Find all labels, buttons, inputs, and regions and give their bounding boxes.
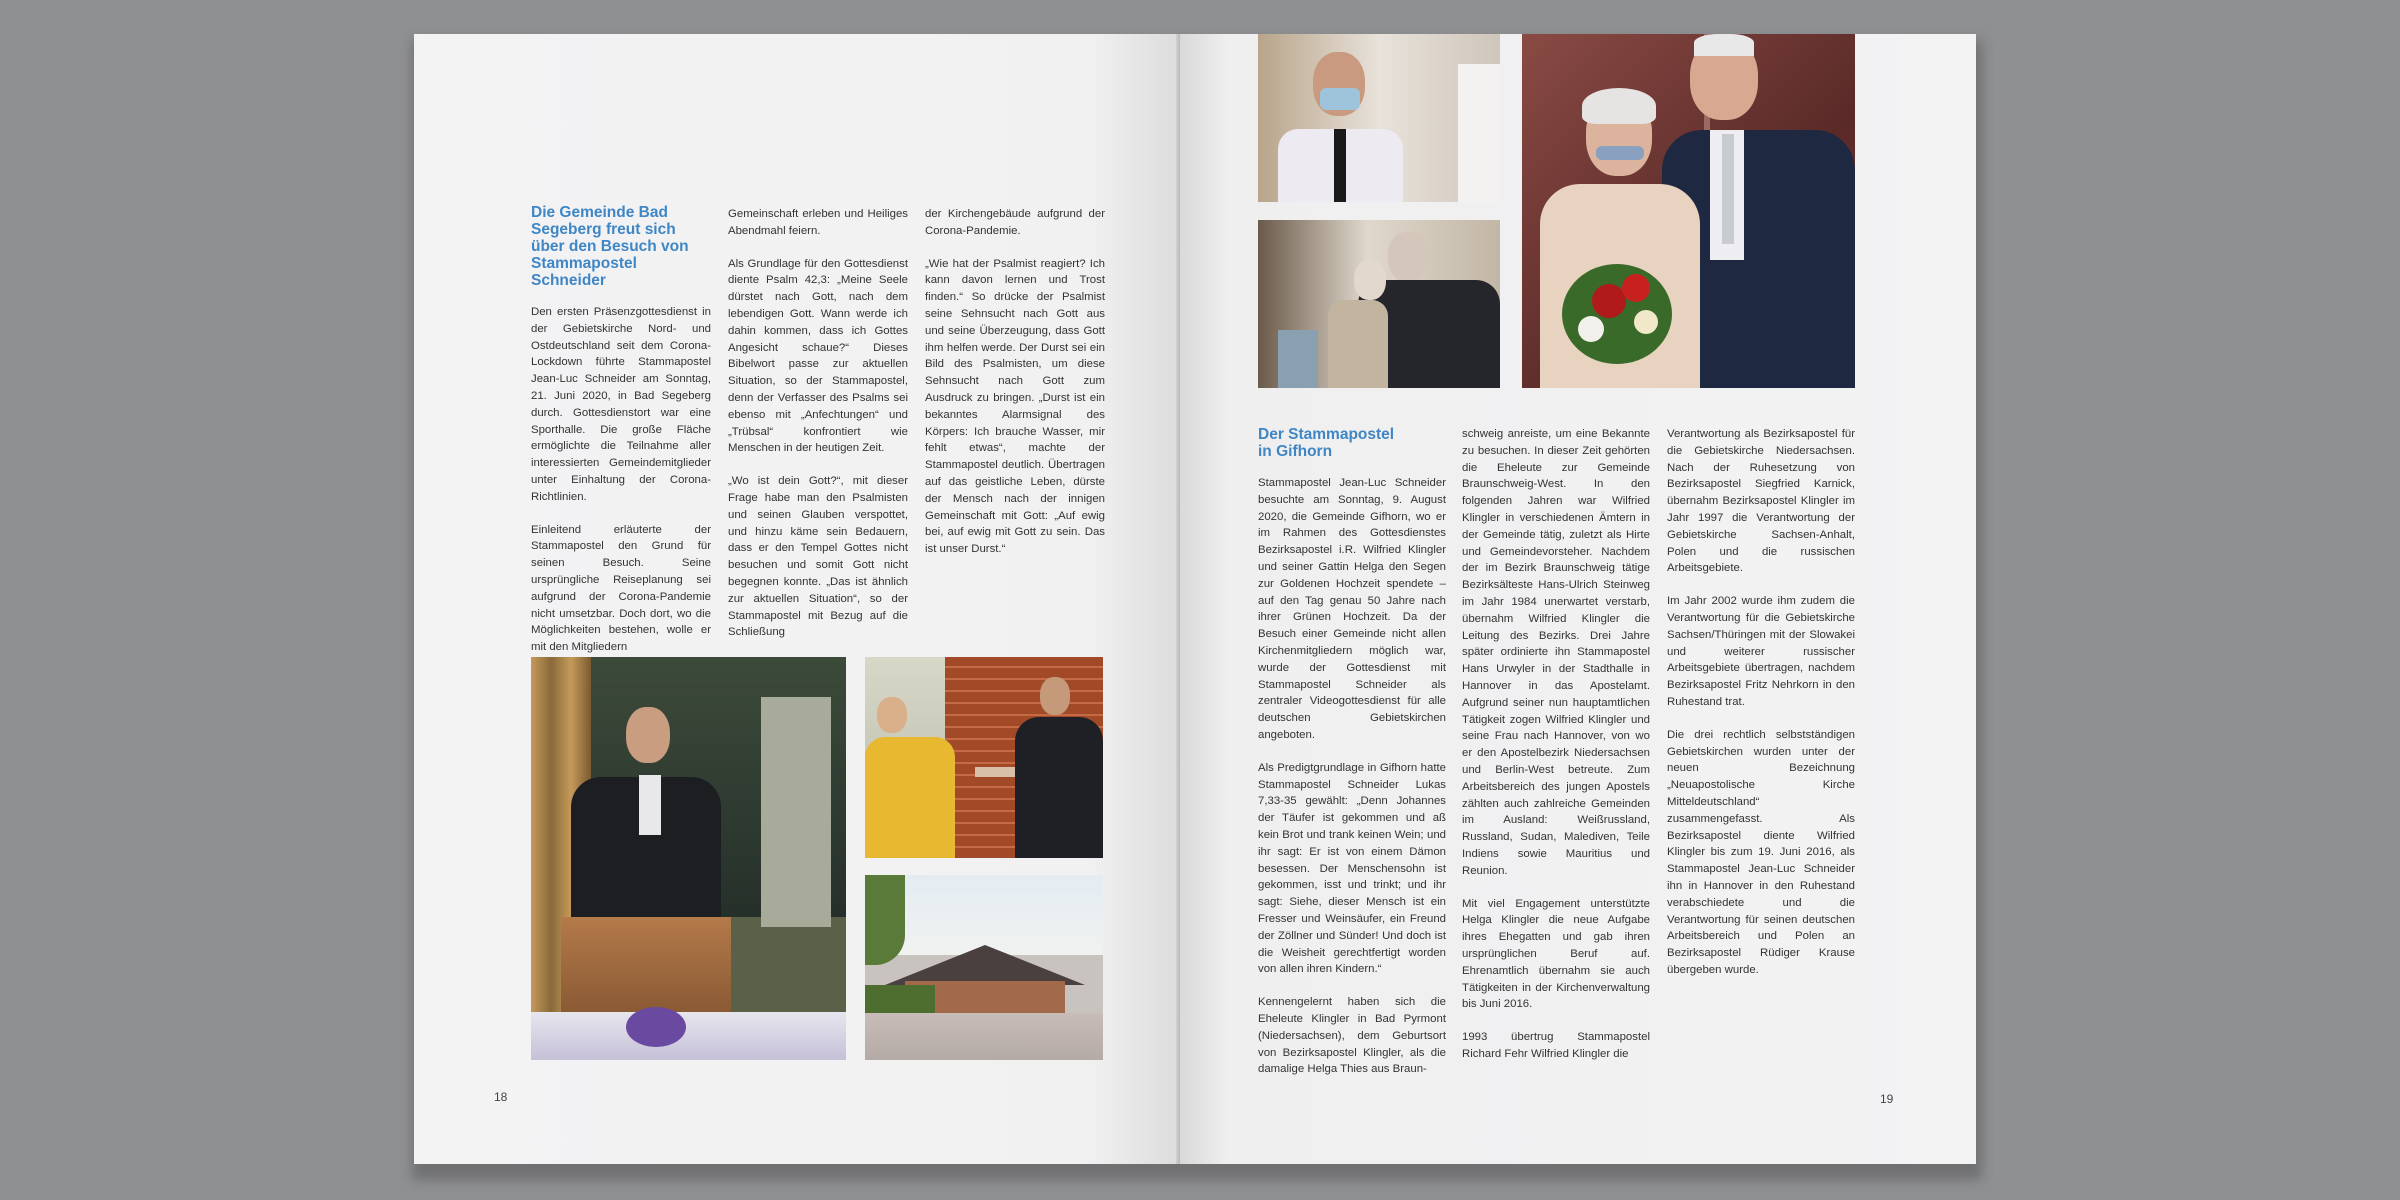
left-column-2 [728, 206, 908, 657]
right-col2-para-3: 1993 übertrug Stammapostel Richard Fehr Wilfried Klingler die [1462, 1031, 1650, 1060]
left-column-3 [925, 206, 1105, 574]
right-column-1 [1258, 426, 1446, 1094]
left-col3-para-1: der Kirchengebäude aufgrund der Corona-Pandemie. [925, 208, 1105, 237]
right-page-number: 19 [1880, 1092, 1894, 1106]
left-col1-para-1: Den ersten Präsenzgottesdienst in der Gebietskirche Nord- und Ostdeutschland seit dem Corona-Lockdown führte Stammapostel Jean-Luc Schneider am Sonntag, 21. Juni 2020, in Bad Segeberg durch. Gottesdienstort war eine Sporthalle. Die große Fläche ermöglichte die Teilnahme aller interessierten Gemeindemitglieder unter Einhaltung der Corona-Richtlinien. [531, 306, 711, 503]
right-page [1180, 34, 1976, 1164]
right-column-2 [1462, 426, 1650, 1079]
right-col3-para-3: Die drei rechtlich selbstständigen Gebietskirchen wurden unter der neuen Bezeichnung „Neuapostolische Kirche Mitteldeutschland“ zusammengefasst. Als Bezirksapostel diente Wilfried Klingler bis zum 19. Juni 2016, als Stammapostel Jean-Luc Schneider ihn in Hannover in den Ruhestand verabschiedete und die Verantwortung für seinen deutschen Arbeitsbereich und Polen an Bezirksapostel Rüdiger Krause übergeben wurde. [1667, 728, 1855, 976]
photo-couple-masks [1258, 220, 1500, 388]
right-col3-para-2: Im Jahr 2002 wurde ihm zudem die Verantwortung für die Gebietskirche Sachsen/Thüringen mit der Slowakei und weiterer russischer Arbeitsgebiete übertragen, nachdem Bezirksapostel Fritz Nehrkorn in den Ruhestand trat. [1667, 595, 1855, 708]
left-col2-para-1: Gemeinschaft erleben und Heiliges Abendmahl feiern. [728, 208, 908, 237]
right-col1-para-1: Stammapostel Jean-Luc Schneider besuchte am Sonntag, 9. August 2020, die Gemeinde Gifhorn, wo er im Rahmen des Gottesdienstes Bezirksapostel i.R. Wilfried Klingler und seiner Gattin Helga den Segen zur Goldenen Hochzeit spendete – auf den Tag genau 50 Jahre nach ihrer Grünen Hochzeit. Da der Besuch einer Gemeinde nicht allen Kirchenmitgliedern möglich war, wurde der Gottesdienst mit Stammapostel Schneider als zentraler Videogottesdienst für alle deutschen Gebietskirchen angeboten. [1258, 477, 1446, 741]
left-col2-para-2: Als Grundlage für den Gottesdienst diente Psalm 42,3: „Meine Seele dürstet nach Gott, nach dem lebendigen Gott. Wann werde ich dahin kommen, dass ich Gottes Angesicht schaue?“ Dieses Bibelwort passe zur aktuellen Situation, so der Stammapostel, denn der Verfasser des Psalms sei ebenso mit „Anfechtungen“ und „Trübsal“ konfrontiert wie Menschen in der heutigen Zeit. [728, 257, 908, 455]
left-column-1 [531, 204, 711, 672]
photo-hand-disinfection [865, 657, 1103, 858]
right-column-3 [1667, 426, 1855, 995]
left-col3-para-2: „Wie hat der Psalmist reagiert? Ich kann davon lernen und Trost finden.“ So drücke der Psalmist seine Sehnsucht nach Gott aus und seine Überzeugung, dass Gott ihm helfen werde. Der Durst sei ein Bild des Psalmisten, um diese Sehnsucht nach Gott zum Ausdruck zu bringen. „Durst ist ein bekanntes Alarmsignal des Körpers: Ich brauche Wasser, mir fehlt etwas“, machte der Stammapostel deutlich. Übertragen auf das geistliche Leben, dürste der Mensch nach der innigen Gemeinschaft mit Gott: „Auf ewig bei, auf ewig mit Gott zu sein. Das ist unser Durst.“ [925, 257, 1105, 556]
left-col1-para-2: Einleitend erläuterte der Stammapostel den Grund für seinen Besuch. Seine ursprüngliche Reiseplanung sei aufgrund der Corona-Pandemie nicht umsetzbar. Doch dort, wo die Möglichkeiten bestehen, wolle er mit den Mitgliedern [531, 523, 711, 654]
right-col1-para-3: Kennengelernt haben sich die Eheleute Klingler in Bad Pyrmont (Niedersachsen), dem Geburtsort von Bezirksapostel Klingler, als die damalige Helga Thies aus Braun- [1258, 996, 1446, 1076]
right-col1-para-2: Als Predigtgrundlage in Gifhorn hatte Stammapostel Schneider Lukas 7,33-35 gewählt: „Denn Johannes der Täufer ist gekommen und aß kein Brot und trank keinen Wein; und ihr sagt: Er ist von einem Dämon besessen. Der Menschensohn ist gekommen, isst und trinkt; und ihr sagt: Siehe, dieser Mensch ist ein Fresser und Weinsäufer, ein Freund der Zöllner und Sünder! Und doch ist die Weisheit gerechtfertigt worden von allen ihren Kindern.“ [1258, 761, 1446, 976]
right-col3-para-1: Verantwortung als Bezirksapostel für die Gebietskirche Niedersachsen. Nach der Ruhesetzung von Bezirksapostel Siegfried Karnick, übernahm Bezirksapostel Klingler im Jahr 1997 die Verantwortung der Gebietskirche Sachsen-Anhalt, Polen und die russischen Arbeitsgebiete. [1667, 428, 1855, 575]
left-page-number: 18 [494, 1090, 508, 1104]
photo-golden-wedding-couple [1522, 34, 1855, 388]
left-col2-para-3: „Wo ist dein Gott?“, mit dieser Frage habe man den Psalmisten und seinen Glauben verspottet, und hinzu käme sein Bedauern, dass er den Tempel Gottes nicht besuchen und somit Gott nicht begegnen konnte. „Das ist ähnlich zur aktuellen Situation“, so der Stammapostel mit Bezug auf die Schließung [728, 475, 908, 639]
photo-apostle-lectern [531, 657, 846, 1060]
right-col2-para-1: schweig anreiste, um eine Bekannte zu besuchen. In dieser Zeit gehörten die Eheleute zur Gemeinde Braunschweig-West. In den folgenden Jahren war Wilfried Klingler in verschiedenen Ämtern in der Gemeinde tätig, zuletzt als Hirte und Gemeindevorsteher. Nachdem der im Bezirk Braunschweig tätige Bezirksälteste Hans-Ulrich Steinweg im Jahr 1984 unerwartet verstarb, übernahm Wilfried Klingler die Leitung des Bezirks. Drei Jahre später ordinierte ihn Stammapostel Hans Urwyler in der Stadthalle in Hannover in das Apostelamt. Aufgrund seiner nun hauptamtlichen Tätigkeit zogen Wilfried Klingler und seine Frau nach Hannover, von wo er den Apostelbezirk Niedersachsen und Berlin-West betreute. Zum Arbeitsbereich des jungen Apostels zählten auch zahlreiche Gemeinden im Ausland: Weißrussland, Russland, Sudan, Malediven, Teile Indiens sowie Mauritius und Reunion. [1462, 428, 1650, 877]
right-heading: Der Stammapostel in Gifhorn [1258, 426, 1395, 460]
left-heading: Die Gemeinde Bad Segeberg freut sich über den Besuch von Stammapostel Schneider [531, 204, 689, 289]
left-page [414, 34, 1180, 1164]
photo-church-building [865, 875, 1103, 1060]
photo-apostle-mask [1258, 34, 1500, 202]
right-col2-para-2: Mit viel Engagement unterstützte Helga Klingler die neue Aufgabe ihres Ehegatten und gab ihren ursprünglichen Beruf auf. Ehrenamtlich übernahm sie auch Tätigkeiten in der Kirchenverwaltung bis Juni 2016. [1462, 897, 1650, 1011]
